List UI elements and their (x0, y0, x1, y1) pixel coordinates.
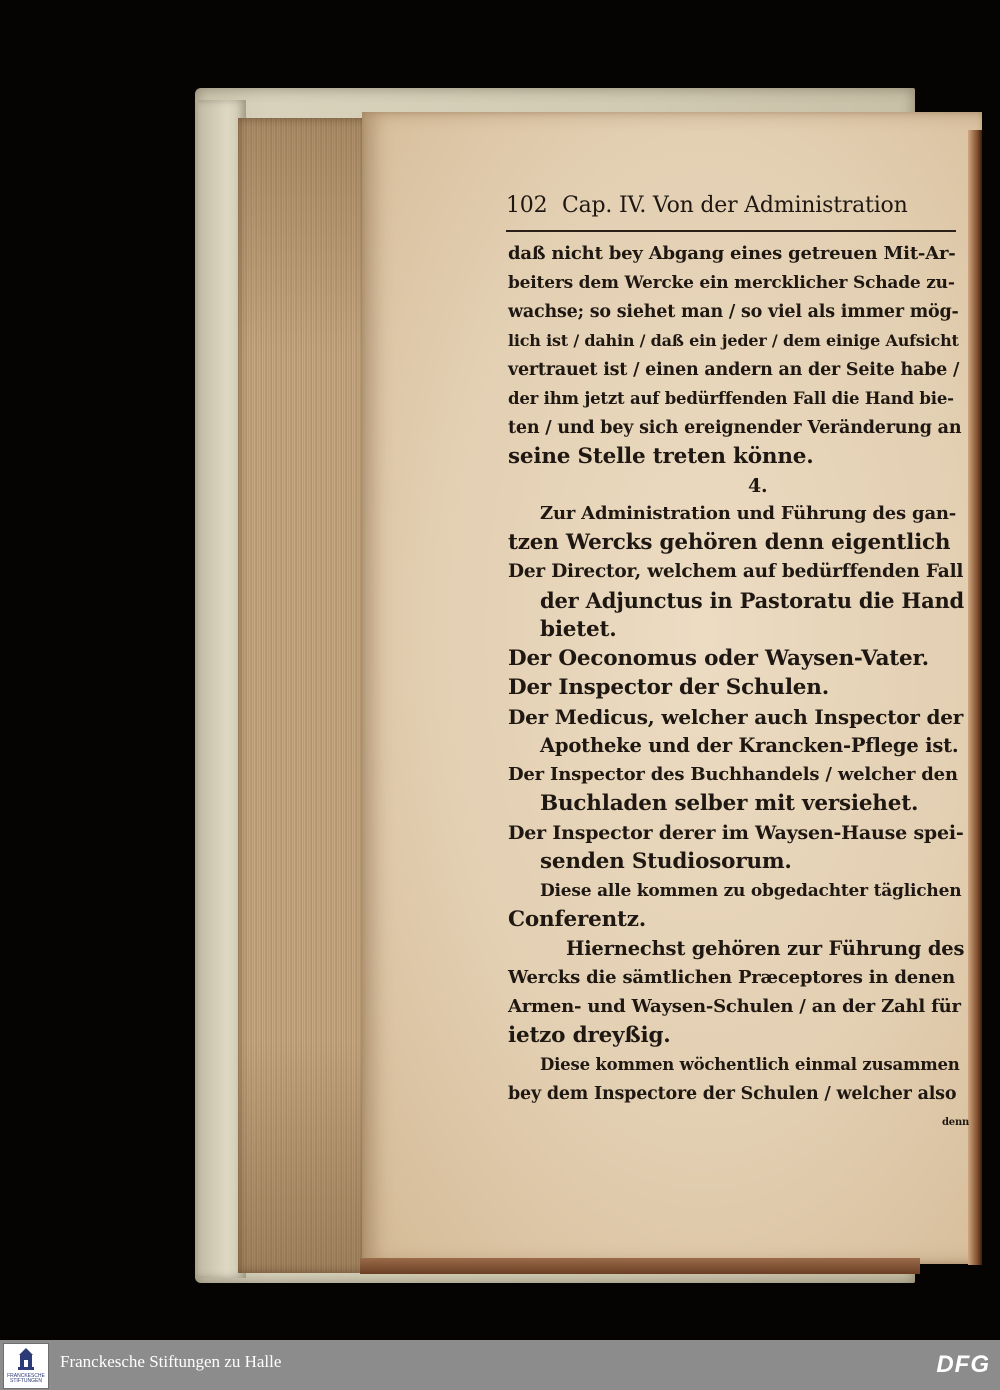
text-line: Armen- und Waysen-Schulen / an der Zahl für (508, 996, 961, 1017)
text-line: Buchladen selber mit versiehet. (540, 791, 919, 816)
text-line: ietzo dreyßig. (508, 1023, 671, 1048)
dfg-logo[interactable]: DFG (936, 1351, 990, 1378)
catchword: denn (942, 1117, 970, 1128)
text-line: der Adjunctus in Pastoratu die Hand (540, 588, 965, 613)
logo-text: FRANCKESCHE STIFTUNGEN (7, 1373, 45, 1384)
text-line: der ihm jetzt auf bedürffenden Fall die Hand bie- (508, 389, 954, 408)
text-line: senden Studiosorum. (540, 849, 792, 874)
text-line: seine Stelle treten könne. (508, 444, 814, 469)
text-line: Der Inspector des Buchhandels / welcher den (508, 764, 958, 785)
text-line: wachse; so siehet man / so viel als immer mög- (508, 302, 959, 322)
text-line: Conferentz. (508, 907, 647, 932)
section-number: 4. (748, 475, 768, 497)
institution-name[interactable]: Franckesche Stiftungen zu Halle (60, 1352, 282, 1371)
page-number: 102 (506, 193, 548, 218)
text-line: daß nicht bey Abgang eines getreuen Mit-Ar- (508, 243, 956, 264)
institution-logo[interactable] (3, 1343, 49, 1389)
text-line: bey dem Inspectore der Schulen / welcher also (508, 1084, 957, 1104)
building-icon (16, 1347, 36, 1373)
text-line: Der Oeconomus oder Waysen-Vater. (508, 646, 929, 671)
text-line: Apotheke und der Krancken-Pflege ist. (540, 734, 959, 757)
text-line: Wercks die sämtlichen Præceptores in denen (508, 967, 956, 988)
text-line: tzen Wercks gehören denn eigentlich (508, 530, 951, 555)
text-line: Der Director, welchem auf bedürffenden Fall (508, 561, 964, 582)
header-rule (506, 230, 956, 232)
text-line: vertrauet ist / einen andern an der Seite habe / (508, 360, 960, 380)
text-line: lich ist / dahin / daß ein jeder / dem einige Aufsicht (508, 331, 959, 350)
viewer-footer (0, 1340, 1000, 1390)
text-line: Diese alle kommen zu obgedachter täglichen (540, 881, 962, 901)
text-line: Der Medicus, welcher auch Inspector der (508, 705, 964, 729)
text-line: ten / und bey sich ereignender Veränderung an (508, 418, 962, 438)
text-line: Der Inspector derer im Waysen-Hause spei- (508, 822, 964, 844)
text-line: Diese kommen wöchentlich einmal zusammen (540, 1055, 960, 1074)
text-line: bietet. (540, 617, 617, 642)
text-line: beiters dem Wercke ein mercklicher Schade zu- (508, 273, 955, 293)
text-line: Hiernechst gehören zur Führung des (566, 937, 965, 960)
text-line: Der Inspector der Schulen. (508, 675, 829, 700)
text-line: Zur Administration und Führung des gan- (540, 503, 957, 524)
running-title: Cap. IV. Von der Administration (562, 193, 908, 218)
